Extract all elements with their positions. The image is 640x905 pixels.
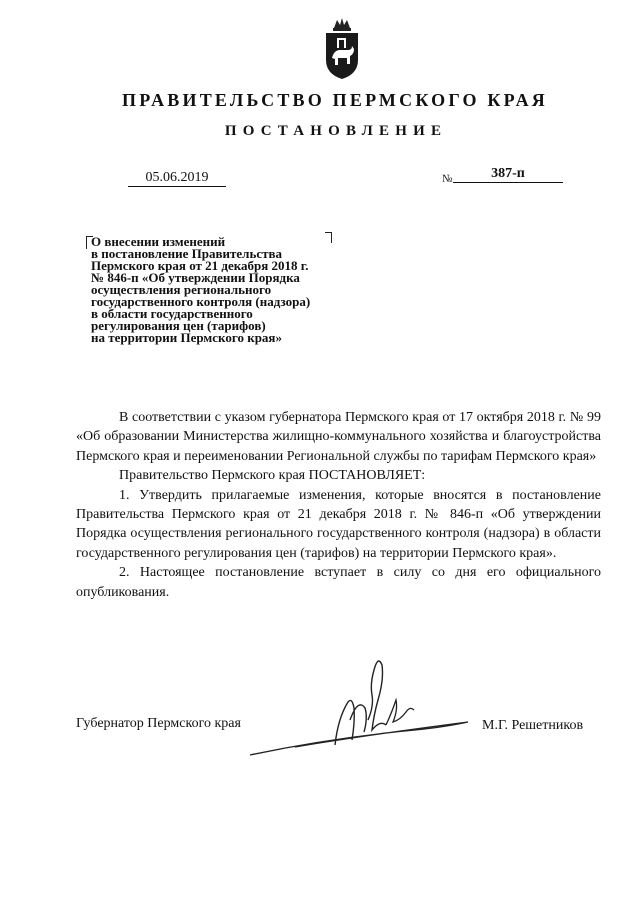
coat-of-arms-icon (320, 16, 364, 80)
signatory-name: М.Г. Решетников (482, 718, 584, 733)
subject-line: осуществления регионального (91, 282, 272, 297)
document-type: ПОСТАНОВЛЕНИЕ (224, 123, 448, 139)
body-paragraph: 2. Настоящее постановление вступает в силу со дня его официального опубликования. (76, 565, 601, 600)
handwritten-signature (240, 650, 490, 770)
subject-line: Пермского края от 21 декабря 2018 г. (91, 258, 309, 273)
subject-line: О внесении изменений (91, 234, 226, 249)
body-paragraph: Правительство Пермского края ПОСТАНОВЛЯЕТ: (119, 468, 426, 484)
subject-line: государственного контроля (надзора) (91, 294, 311, 309)
subject-line: в области государственного (91, 306, 253, 321)
subject-line: регулирования цен (тарифов) (91, 318, 266, 333)
number-label: № (442, 173, 453, 185)
document-body (76, 408, 601, 602)
subject-line: на территории Пермского края» (91, 330, 282, 345)
document-number: 387-п (453, 166, 563, 183)
subject-line: в постановление Правительства (91, 246, 283, 261)
document-subject (91, 236, 391, 344)
body-paragraph: 1. Утвердить прилагаемые изменения, которые вносятся в постановление Правительства Пермского края от 21 декабря 2018 г. № 846-п «Об утверждении Порядка осуществления регионального государственного контроля (надзора) в области государственного регулирования цен (тарифов) на территории Пермского края». (76, 487, 601, 561)
document-date: 05.06.2019 (128, 170, 226, 187)
government-title: ПРАВИТЕЛЬСТВО ПЕРМСКОГО КРАЯ (122, 90, 548, 110)
subject-line: № 846-п «Об утверждении Порядка (91, 270, 300, 285)
body-paragraph: В соответствии с указом губернатора Пермского края от 17 октября 2018 г. № 99 «Об образовании Министерства жилищно-коммунального хозяйства и благоустройства Пермского края и переименовании Региональной службы по тарифам Пермского края» (76, 410, 601, 464)
signatory-position: Губернатор Пермского края (76, 716, 241, 731)
